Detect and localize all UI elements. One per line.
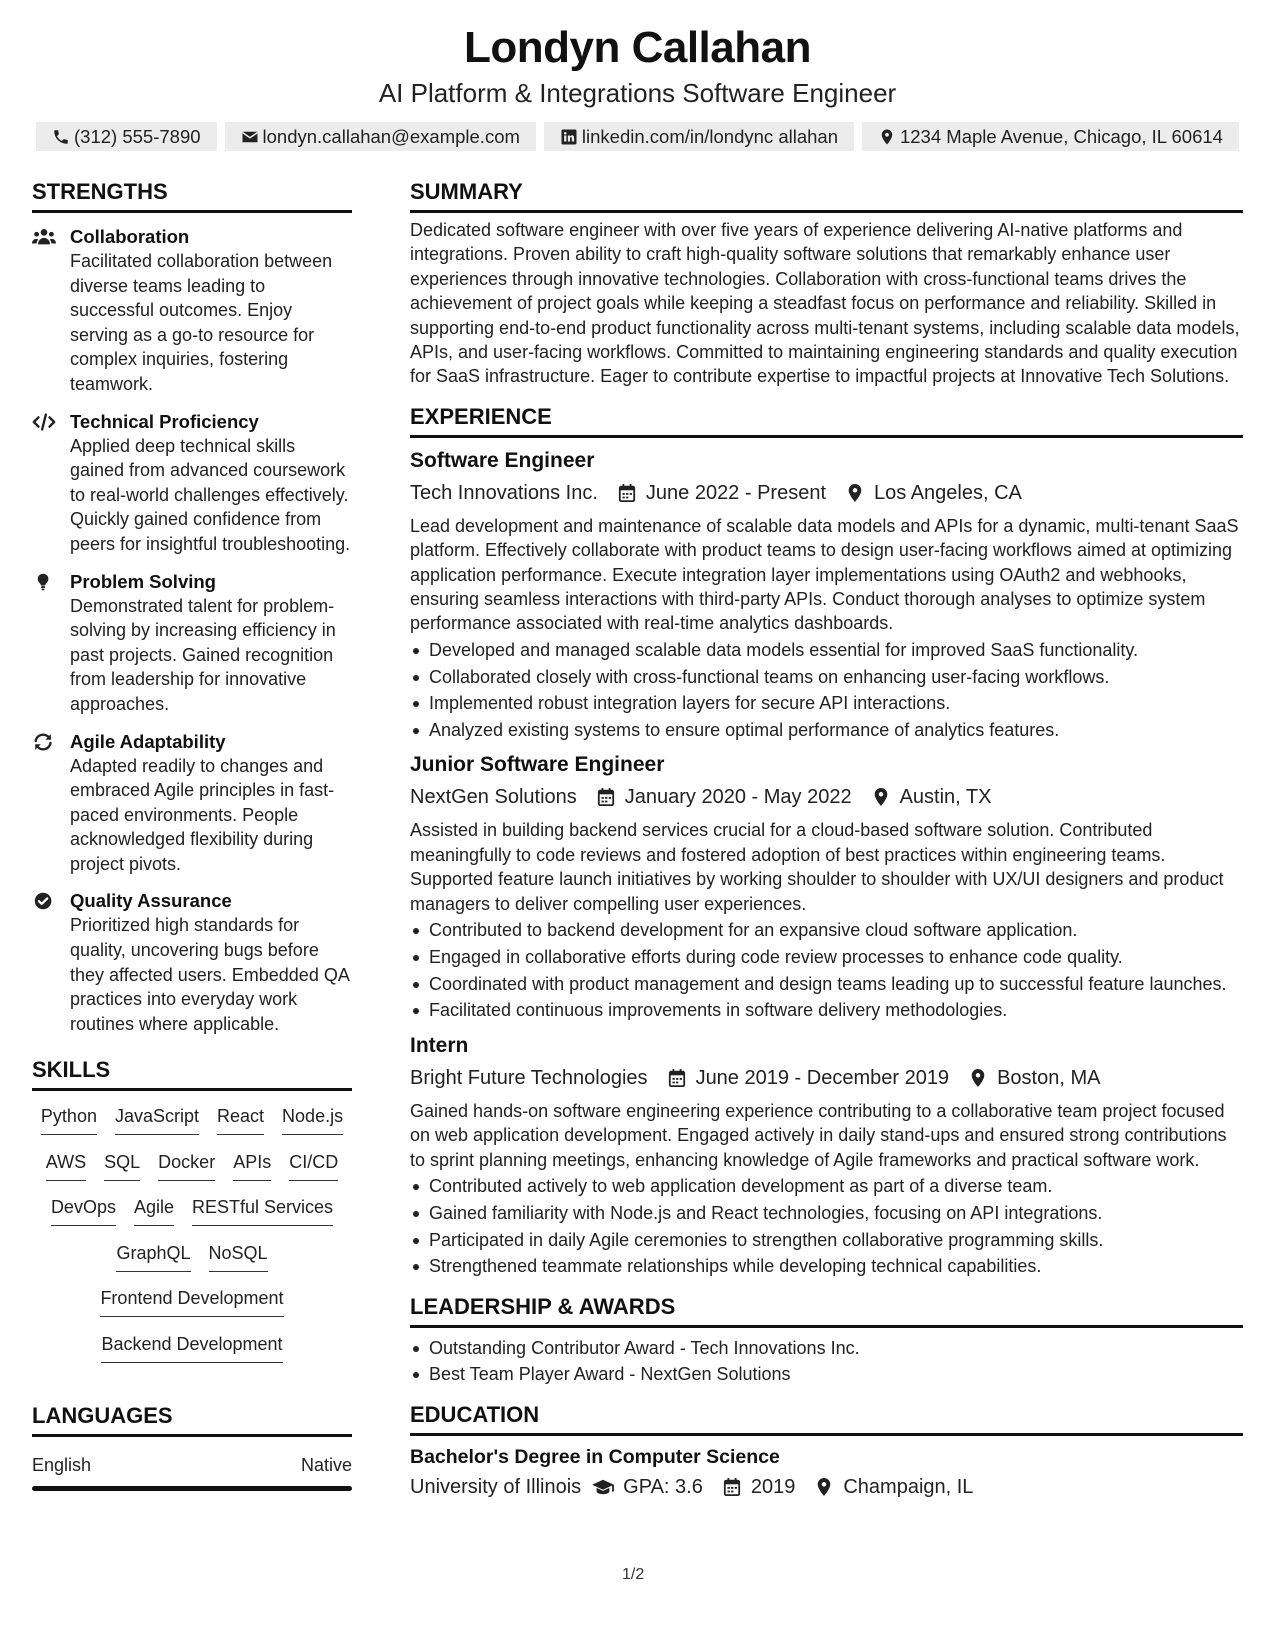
- phone-text: (312) 555-7890: [74, 125, 201, 147]
- map-pin-icon: [878, 128, 896, 146]
- candidate-role: AI Platform & Integrations Software Engineer: [378, 78, 897, 108]
- skill-tag: AWS: [46, 1151, 86, 1181]
- skill-tag: Frontend Development: [100, 1287, 283, 1317]
- strength-description: Facilitated collaboration between diverse teams leading to successful outcomes. Enjoy serving as a go-to resource for complex inquiries, fostering teamwork.: [70, 251, 333, 394]
- languages-section: [32, 1402, 352, 1491]
- education-year: 2019: [750, 1475, 796, 1498]
- job-bullets: [410, 638, 1243, 743]
- bullet-item: Engaged in collaborative efforts during code review processes to enhance code quality.: [410, 945, 1243, 969]
- linkedin-text: linkedin.com/in/londync allahan: [581, 125, 838, 147]
- education-degree: Bachelor's Degree in Computer Science: [410, 1445, 780, 1468]
- job-title: Intern: [410, 1033, 469, 1057]
- language-level-bar: [32, 1486, 352, 1491]
- skill-tag: Docker: [158, 1151, 215, 1181]
- skill-tag: JavaScript: [115, 1105, 199, 1135]
- contact-address: [862, 122, 1239, 151]
- job-description: Gained hands-on software engineering experience contributing to a collaborative team project focused on web application development. Engaged actively in daily stand-ups and ensured strong contributions to sprint planning meetings, enhancing knowledge of Agile frameworks and practical software work.: [410, 1100, 1227, 1170]
- bullet-item: Implemented robust integration layers for secure API interactions.: [410, 691, 1243, 715]
- job-dates: January 2020 - May 2022: [624, 786, 852, 809]
- bullet-item: Gained familiarity with Node.js and React technologies, focusing on API integrations.: [410, 1201, 1243, 1225]
- skill-tag: RESTful Services: [192, 1196, 333, 1226]
- sync-icon: [32, 732, 56, 752]
- strengths-heading: STRENGTHS: [32, 178, 352, 213]
- bullet-item: Strengthened teammate relationships while developing technical capabilities.: [410, 1254, 1243, 1278]
- job-location: Boston, MA: [997, 1066, 1101, 1089]
- skill-tag: React: [217, 1105, 264, 1135]
- bullet-item: Coordinated with product management and design teams leading up to successful feature launches.: [410, 972, 1243, 996]
- strength-item: [32, 410, 352, 557]
- linkedin-icon: [560, 128, 578, 146]
- bullet-item: Developed and managed scalable data models essential for improved SaaS functionality.: [410, 638, 1243, 662]
- job-description: Assisted in building backend services crucial for a cloud-based software solution. Contributed meaningfully to code reviews and fostered adoption of best practices within engineering teams. Supported feature launch initiatives by working shoulder to shoulder with UX/UI designers and product managers to deliver compelling user experiences.: [410, 820, 1224, 914]
- leadership-heading: LEADERSHIP & AWARDS: [410, 1293, 1243, 1328]
- contact-bar: [0, 122, 1275, 151]
- strengths-list: [32, 225, 352, 1036]
- languages-heading: LANGUAGES: [32, 1402, 352, 1437]
- job-company: Tech Innovations Inc.: [410, 481, 598, 504]
- job-meta: [410, 782, 1243, 812]
- check-circle-icon: [32, 891, 56, 911]
- calendar-icon: [597, 787, 615, 807]
- language-name: English: [32, 1455, 92, 1476]
- bullet-item: Collaborated closely with cross-functional teams on enhancing user-facing workflows.: [410, 665, 1243, 689]
- skill-tag: NoSQL: [209, 1242, 268, 1272]
- code-icon: [32, 412, 56, 432]
- award-item: Outstanding Contributor Award - Tech Innovations Inc.: [410, 1336, 1243, 1360]
- page-number: 1/2: [622, 1566, 645, 1583]
- education-section: [410, 1401, 1243, 1502]
- bullet-item: Facilitated continuous improvements in software delivery methodologies.: [410, 998, 1243, 1022]
- resume-header: [0, 22, 1275, 151]
- award-item: Best Team Player Award - NextGen Solutions: [410, 1362, 1243, 1386]
- skill-tag: DevOps: [51, 1196, 116, 1226]
- skill-row: [32, 1333, 352, 1379]
- contact-email[interactable]: [225, 122, 536, 151]
- bullet-item: Participated in daily Agile ceremonies to strengthen collaborative programming skills.: [410, 1228, 1243, 1252]
- job-entry: [410, 750, 1243, 1022]
- education-meta: [410, 1472, 1243, 1502]
- job-location: Austin, TX: [899, 786, 992, 809]
- leadership-section: [410, 1293, 1243, 1387]
- job-bullets: [410, 1174, 1243, 1279]
- skill-tag: Backend Development: [101, 1333, 282, 1363]
- strength-title: Technical Proficiency: [70, 410, 259, 432]
- calendar-icon: [618, 483, 636, 503]
- skill-tag: APIs: [233, 1151, 271, 1181]
- lightbulb-icon: [32, 572, 56, 592]
- language-level: Native: [300, 1455, 352, 1476]
- skill-row: [32, 1287, 352, 1333]
- strength-item: [32, 570, 352, 717]
- skill-row: [32, 1151, 352, 1197]
- awards-list: [410, 1336, 1243, 1387]
- strength-description: Prioritized high standards for quality, uncovering bugs before they affected users. Embedded QA practices into everyday work routines where applicable.: [70, 915, 349, 1034]
- users-icon: [32, 227, 56, 247]
- job-entry: [410, 446, 1243, 743]
- job-meta: [410, 1063, 1243, 1093]
- strength-item: [32, 225, 352, 397]
- right-column: [410, 178, 1243, 1502]
- job-title: Junior Software Engineer: [410, 753, 665, 777]
- bullet-item: Contributed to backend development for an expansive cloud software application.: [410, 918, 1243, 942]
- map-pin-icon: [846, 483, 864, 503]
- phone-icon: [52, 128, 70, 146]
- map-pin-icon: [815, 1477, 833, 1497]
- job-location: Los Angeles, CA: [874, 481, 1022, 504]
- strength-title: Collaboration: [70, 226, 190, 247]
- strength-item: [32, 730, 352, 877]
- envelope-icon: [241, 128, 259, 146]
- left-column: [32, 178, 352, 1491]
- education-heading: EDUCATION: [410, 1401, 1243, 1436]
- skill-row: [32, 1105, 352, 1151]
- strength-title: Agile Adaptability: [70, 730, 226, 752]
- skills-list: [32, 1105, 352, 1378]
- skill-tag: Agile: [134, 1196, 174, 1226]
- email-text: londyn.callahan@example.com: [262, 125, 520, 147]
- job-entry: [410, 1031, 1243, 1279]
- job-bullets: [410, 918, 1243, 1023]
- job-dates: June 2022 - Present: [645, 481, 827, 504]
- skill-tag: Node.js: [282, 1105, 343, 1135]
- skill-tag: CI/CD: [289, 1151, 338, 1181]
- skill-tag: SQL: [104, 1151, 140, 1181]
- job-company: Bright Future Technologies: [410, 1066, 648, 1089]
- education-location: Champaign, IL: [843, 1475, 974, 1498]
- skill-row: [32, 1196, 352, 1242]
- strength-description: Adapted readily to changes and embraced Agile principles in fast-paced environments. People acknowledged flexibility during project pivots.: [70, 755, 335, 874]
- language-item: [32, 1453, 352, 1477]
- strength-title: Quality Assurance: [70, 890, 232, 912]
- skill-tag: GraphQL: [116, 1242, 190, 1272]
- strength-title: Problem Solving: [70, 570, 216, 592]
- strength-description: Applied deep technical skills gained from advanced coursework to real-world challenges effectively. Quickly gained confidence from peers for insightful troubleshooting.: [70, 435, 351, 554]
- address-text: 1234 Maple Avenue, Chicago, IL 60614: [899, 125, 1223, 147]
- calendar-icon: [668, 1068, 686, 1088]
- experience-section: [410, 403, 1243, 1279]
- bullet-item: Contributed actively to web application development as part of a diverse team.: [410, 1174, 1243, 1198]
- map-pin-icon: [969, 1068, 987, 1088]
- map-pin-icon: [872, 787, 890, 807]
- job-meta: [410, 478, 1243, 508]
- job-dates: June 2019 - December 2019: [695, 1066, 950, 1089]
- bullet-item: Analyzed existing systems to ensure optimal performance of analytics features.: [410, 718, 1243, 742]
- strength-item: [32, 889, 352, 1036]
- skill-tag: Python: [41, 1105, 97, 1135]
- summary-heading: SUMMARY: [410, 178, 1243, 213]
- strength-description: Demonstrated talent for problem-solving by increasing efficiency in past projects. Gained recognition from leadership for innovative approaches.: [70, 595, 336, 714]
- job-title: Software Engineer: [410, 448, 595, 472]
- job-company: NextGen Solutions: [410, 786, 577, 809]
- skills-section: [32, 1056, 352, 1378]
- job-description: Lead development and maintenance of scalable data models and APIs for a dynamic, multi-tenant SaaS platform. Effectively collaborate with product teams to design user-facing workflows aimed at optimizing application performance. Execute integration layer implementations using OAuth2 and webhooks, ensuring seamless interactions with third-party APIs. Conduct thorough analyses to optimize system performance associated with real-time analytics dashboards.: [410, 515, 1239, 634]
- skills-heading: SKILLS: [32, 1056, 352, 1091]
- education-gpa: GPA: 3.6: [623, 1475, 703, 1498]
- education-school: University of Illinois: [410, 1475, 582, 1498]
- summary-text: Dedicated software engineer with over five years of experience delivering AI-native platforms and integrations. Proven ability to craft high-quality software solutions that remarkably enhance user experiences through innovative technologies. Collaboration with cross-functional teams drives the achievement of project goals while keeping a steadfast focus on performance and reliability. Skilled in supporting end-to-end product functionality across multi-tenant systems, including scalable data models, APIs, and user-facing workflows. Committed to maintaining engineering standards and quality execution for SaaS infrastructure. Eager to contribute expertise to impactful projects at Innovative Tech Solutions.: [410, 220, 1240, 387]
- skill-row: [32, 1242, 352, 1288]
- contact-phone[interactable]: [36, 122, 217, 151]
- calendar-icon: [723, 1477, 741, 1497]
- summary-section: [410, 178, 1243, 389]
- candidate-name: Londyn Callahan: [464, 23, 811, 72]
- experience-heading: EXPERIENCE: [410, 403, 1243, 438]
- contact-linkedin[interactable]: [544, 122, 854, 151]
- graduation-cap-icon: [591, 1477, 615, 1497]
